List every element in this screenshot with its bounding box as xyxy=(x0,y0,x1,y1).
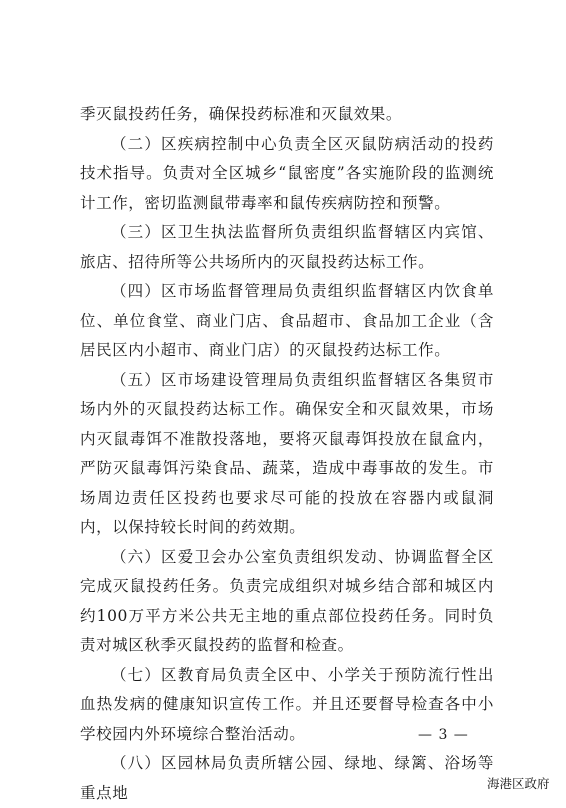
paragraph-item-2: （二）区疾病控制中心负责全区灭鼠防病活动的投药技术指导。负责对全区城乡“鼠密度”各实施阶段的监测统计工作，密切监测鼠带毒率和鼠传疾病防控和预警。 xyxy=(80,134,494,212)
paragraph-item-6: （六）区爱卫会办公室负责组织发动、协调监督全区完成灭鼠投药任务。负责完成组织对城乡结合部和城区内约100万平方米公共无主地的重点部位投药任务。同时负责对城区秋季灭鼠投药的监督和检查。 xyxy=(80,547,494,654)
paragraph-item-3: （三）区卫生执法监督所负责组织监督辖区内宾馆、旅店、招待所等公共场所内的灭鼠投药达标工作。 xyxy=(80,223,494,271)
paragraph-item-5: （五）区市场建设管理局负责组织监督辖区各集贸市场内外的灭鼠投药达标工作。确保安全和灭鼠效果，市场内灭鼠毒饵不准散投落地，要将灭鼠毒饵投放在鼠盒内，严防灭鼠毒饵污染食品、蔬菜，造成中毒事故的发生。市场周边责任区投药也要求尽可能的投放在容器内或鼠洞内，以保持较长时间的药效期。 xyxy=(80,370,494,536)
paragraph-continuation: 季灭鼠投药任务，确保投药标准和灭鼠效果。 xyxy=(80,105,403,123)
source-watermark: 海港区政府 xyxy=(487,776,550,791)
document-body xyxy=(80,100,494,808)
paragraph-item-7: （七）区教育局负责全区中、小学关于预防流行性出血热发病的健康知识宣传工作。并且还要督导检查各中小学校园内外环境综合整治活动。 xyxy=(80,665,494,743)
page-number: — 3 — xyxy=(418,727,469,743)
paragraph-item-8: （八）区园林局负责所辖公园、绿地、绿篱、浴场等重点地 xyxy=(80,754,494,802)
paragraph-item-4: （四）区市场监督管理局负责组织监督辖区内饮食单位、单位食堂、商业门店、食品超市、食品加工企业（含居民区内小超市、商业门店）的灭鼠投药达标工作。 xyxy=(80,282,494,359)
